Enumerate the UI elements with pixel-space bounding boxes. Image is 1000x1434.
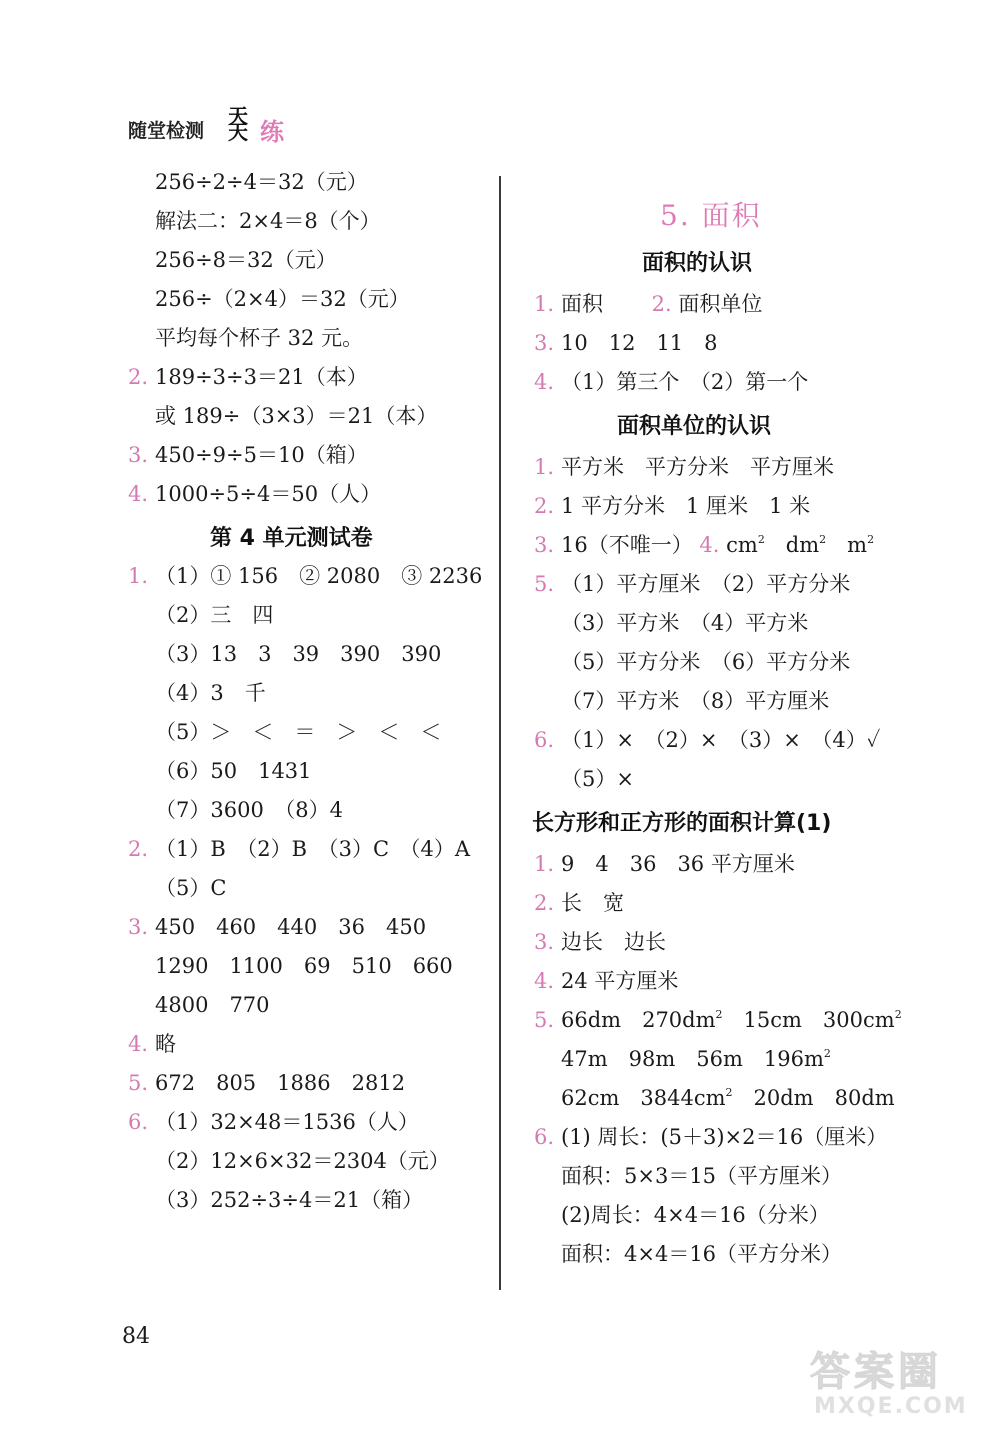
section-heading: 面积单位的认识 xyxy=(617,414,772,439)
answer-line xyxy=(534,1123,887,1151)
answer-text: 672 805 1886 2812 xyxy=(155,1071,406,1095)
question-number: 2. xyxy=(128,365,149,389)
answer-text: 10 12 11 8 xyxy=(561,331,718,355)
watermark-text: 答案圈 xyxy=(810,1349,942,1395)
header-title: 随堂检测 xyxy=(128,120,205,142)
answer-text: 面积：5×3＝15（平方厘米） xyxy=(561,1164,843,1188)
answer-line xyxy=(534,570,850,598)
question-number: 2. xyxy=(534,494,555,518)
answer-line xyxy=(534,1084,895,1112)
answer-text: 1 平方分米 1 厘米 1 米 xyxy=(561,494,811,518)
answer-text: 189÷3÷3＝21（本） xyxy=(155,365,368,389)
section-heading: 长方形和正方形的面积计算(1) xyxy=(532,811,832,836)
answer-line xyxy=(534,889,624,917)
answer-text: （5）平方分米 （6）平方分米 xyxy=(561,650,851,674)
question-number: 3. xyxy=(534,533,555,557)
question-number: 2. xyxy=(645,292,679,316)
question-number: 2. xyxy=(128,837,149,861)
answer-line xyxy=(128,363,368,391)
answer-line xyxy=(128,168,368,196)
question-number: 1. xyxy=(534,292,555,316)
column-divider xyxy=(499,176,501,1290)
answer-text: （4）3 千 xyxy=(155,681,266,705)
answer-line xyxy=(128,285,410,313)
answer-line xyxy=(534,850,795,878)
question-number: 4. xyxy=(128,482,149,506)
question-number: 1. xyxy=(534,852,555,876)
answer-text: (2)周长：4×4＝16（分米） xyxy=(561,1203,830,1227)
answer-text: （2）12×6×32＝2304（元） xyxy=(155,1149,450,1173)
answer-line xyxy=(128,480,381,508)
answer-text: 16（不唯一） xyxy=(561,533,693,557)
answer-text: 平均每个杯子 32 元。 xyxy=(155,326,364,350)
answer-text: 256÷2÷4＝32（元） xyxy=(155,170,368,194)
answer-text: 9 4 36 36 平方厘米 xyxy=(561,852,795,876)
answer-text: 平方米 平方分米 平方厘米 xyxy=(561,455,834,479)
header-logo-lian: 练 xyxy=(260,118,284,146)
answer-line xyxy=(534,726,880,754)
answer-text: 1290 1100 69 510 660 xyxy=(155,954,453,978)
question-number: 3. xyxy=(534,930,555,954)
answer-line xyxy=(534,290,762,318)
answer-line xyxy=(128,952,453,980)
answer-text: 62cm $3844cm^2$ 20dm 80dm xyxy=(561,1086,895,1110)
answer-line xyxy=(128,246,337,274)
answer-line xyxy=(534,928,666,956)
answer-line xyxy=(534,1006,902,1034)
answer-line xyxy=(128,1069,405,1097)
answer-text: （1）平方厘米 （2）平方分米 xyxy=(561,572,851,596)
answer-text: 面积 xyxy=(561,292,645,316)
answer-text: 450÷9÷5＝10（箱） xyxy=(155,443,368,467)
question-number: 4. xyxy=(692,533,727,557)
page-number: 84 xyxy=(122,1324,150,1349)
answer-text: （5）× xyxy=(561,767,634,791)
question-number: 3. xyxy=(128,915,149,939)
answer-line xyxy=(128,601,273,629)
question-number: 3. xyxy=(534,331,555,355)
answer-text: 面积单位 xyxy=(678,292,763,316)
answer-line xyxy=(534,609,808,637)
answer-text: 24 平方厘米 xyxy=(561,969,679,993)
answer-text: 或 189÷（3×3）＝21（本） xyxy=(155,404,438,428)
answer-text: （1）32×48＝1536（人） xyxy=(155,1110,419,1134)
answer-line xyxy=(128,207,381,235)
watermark-url: MXQE.COM xyxy=(814,1394,968,1419)
question-number: 5. xyxy=(534,572,555,596)
answer-text: （6）50 1431 xyxy=(155,759,312,783)
answer-text: 256÷8＝32（元） xyxy=(155,248,337,272)
answer-line xyxy=(534,1162,842,1190)
question-number: 3. xyxy=(128,443,149,467)
answer-line xyxy=(128,562,482,590)
section-heading: 第 4 单元测试卷 xyxy=(210,526,373,551)
answer-line xyxy=(534,1045,831,1073)
question-number: 2. xyxy=(534,891,555,915)
header-logo-tiantian: 天天 xyxy=(228,104,248,144)
answer-line xyxy=(128,757,312,785)
watermark-logo xyxy=(810,1340,990,1428)
answer-line xyxy=(534,687,829,715)
answer-line xyxy=(128,441,368,469)
answer-line xyxy=(534,765,634,793)
chapter-title: 5. 面积 xyxy=(660,199,762,232)
answer-line xyxy=(534,453,834,481)
answer-line xyxy=(128,991,270,1019)
answer-line xyxy=(534,967,678,995)
answer-text: （1）B （2）B （3）C （4）A xyxy=(155,837,471,861)
section-heading: 面积的认识 xyxy=(642,251,753,276)
question-number: 6. xyxy=(534,728,555,752)
answer-text: 450 460 440 36 450 xyxy=(155,915,427,939)
question-number: 4. xyxy=(128,1032,149,1056)
answer-line xyxy=(128,402,437,430)
answer-line xyxy=(128,324,363,352)
answer-line xyxy=(534,648,850,676)
answer-line xyxy=(534,329,718,357)
answer-text: 面积：4×4＝16（平方分米） xyxy=(561,1242,843,1266)
answer-line xyxy=(128,679,266,707)
answer-text: （3）平方米 （4）平方米 xyxy=(561,611,809,635)
answer-text: （5）＞ ＜ ＝ ＞ ＜ ＜ xyxy=(155,720,442,744)
answer-line xyxy=(128,1186,423,1214)
answer-text: 边长 边长 xyxy=(561,930,666,954)
answer-line xyxy=(128,1108,419,1136)
question-number: 6. xyxy=(534,1125,555,1149)
answer-line xyxy=(128,874,226,902)
question-number: 1. xyxy=(128,564,149,588)
answer-text: 4800 770 xyxy=(155,993,270,1017)
answer-text: 长 宽 xyxy=(561,891,624,915)
answer-text: （1）① 156 ② 2080 ③ 2236 xyxy=(155,564,483,588)
answer-text: (1) 周长：(5＋3)×2＝16（厘米） xyxy=(561,1125,888,1149)
answer-text: 略 xyxy=(155,1032,176,1056)
answer-text: （1）第三个 （2）第一个 xyxy=(561,370,809,394)
answer-text: （7）3600 （8）4 xyxy=(155,798,344,822)
answer-text: （3）252÷3÷4＝21（箱） xyxy=(155,1188,424,1212)
answer-line xyxy=(128,1030,176,1058)
answer-line xyxy=(534,492,810,520)
answer-text: 47m 98m 56m $196m^2$ xyxy=(561,1047,831,1071)
answer-line xyxy=(128,1147,450,1175)
answer-text: （1）× （2）× （3）× （4）✓ xyxy=(561,728,881,752)
answer-text: 解法二：2×4＝8（个） xyxy=(155,209,381,233)
answer-text: （5）C xyxy=(155,876,227,900)
question-number: 5. xyxy=(534,1008,555,1032)
answer-line xyxy=(534,531,874,559)
question-number: 6. xyxy=(128,1110,149,1134)
answer-line xyxy=(128,796,343,824)
answer-line xyxy=(534,368,808,396)
question-number: 5. xyxy=(128,1071,149,1095)
answer-text: （2）三 四 xyxy=(155,603,274,627)
answer-line xyxy=(128,835,470,863)
answer-line xyxy=(534,1240,842,1268)
answer-line xyxy=(128,718,441,746)
answer-text: 1000÷5÷4＝50（人） xyxy=(155,482,382,506)
answer-line xyxy=(128,913,426,941)
answer-line xyxy=(128,640,441,668)
answer-text: 66dm $270dm^2$ 15cm $300cm^2$ xyxy=(561,1008,902,1032)
question-number: 4. xyxy=(534,370,555,394)
answer-text: 256÷（2×4）＝32（元） xyxy=(155,287,410,311)
answer-text: （3）13 3 39 390 390 xyxy=(155,642,442,666)
answer-text: $cm^2$ $dm^2$ $m^2$ xyxy=(726,533,875,557)
question-number: 4. xyxy=(534,969,555,993)
answer-text: （7）平方米 （8）平方厘米 xyxy=(561,689,830,713)
question-number: 1. xyxy=(534,455,555,479)
answer-line xyxy=(534,1201,830,1229)
